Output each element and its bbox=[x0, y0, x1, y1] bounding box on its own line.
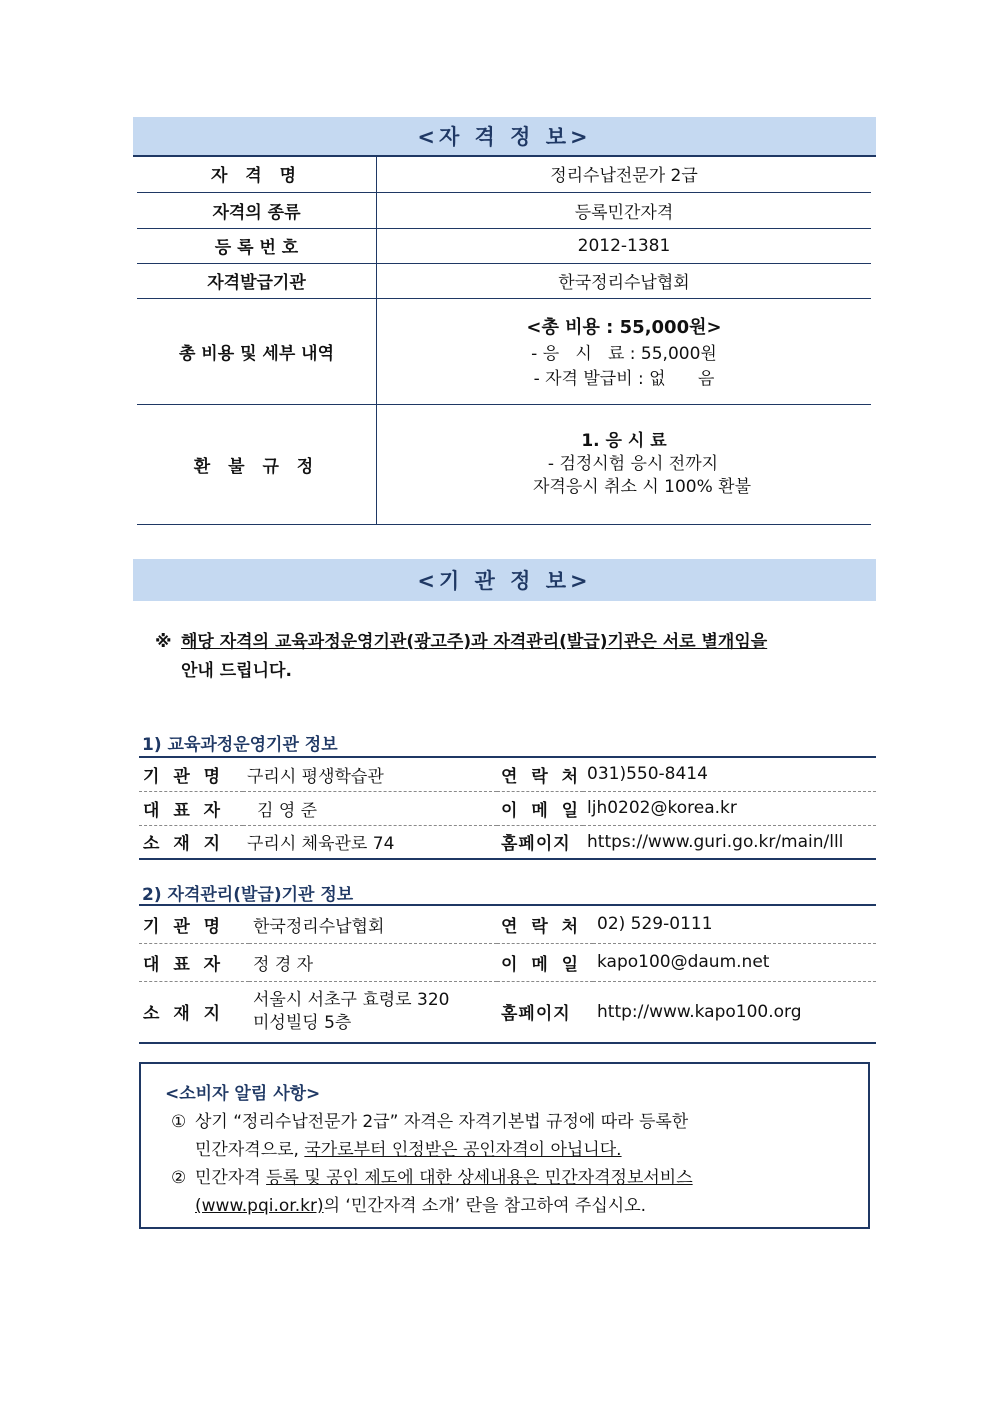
consumer-notice-item-1 bbox=[171, 1108, 851, 1164]
table-row bbox=[137, 156, 871, 192]
mgmt-institution-title: 2) 자격관리(발급)기관 정보 bbox=[142, 885, 354, 905]
edu-addr-value: 구리시 체육관로 74 bbox=[243, 825, 497, 859]
qualification-table bbox=[137, 156, 871, 525]
edu-name-value: 구리시 평생학습관 bbox=[243, 757, 497, 791]
table-row bbox=[137, 192, 871, 228]
refund-title: 1. 응 시 료 bbox=[581, 430, 667, 451]
mgmt-rep-value: 정 경 자 bbox=[249, 943, 497, 981]
cost-exam-fee: - 응 시 료 : 55,000원 bbox=[531, 344, 717, 364]
edu-institution-table bbox=[139, 756, 876, 860]
table-row bbox=[139, 757, 876, 791]
row-label-cost: 총 비용 및 세부 내역 bbox=[137, 298, 377, 404]
mgmt-email-value: kapo100@daum.net bbox=[593, 943, 876, 981]
edu-addr-label: 소 재 지 bbox=[139, 825, 243, 859]
row-label-issuer: 자격발급기관 bbox=[137, 263, 377, 298]
edu-home-label: 홈페이지 bbox=[497, 825, 583, 859]
cost-total: <총 비용 : 55,000원> bbox=[526, 317, 722, 338]
edu-email-label: 이 메 일 bbox=[497, 791, 583, 825]
item1-line1: 상기 “정리수납전문가 2급” 자격은 자격기본법 규정에 따라 등록한 bbox=[195, 1112, 689, 1132]
mgmt-contact-label: 연 락 처 bbox=[497, 905, 593, 943]
mgmt-addr-value bbox=[249, 981, 497, 1043]
mgmt-name-value: 한국정리수납협회 bbox=[249, 905, 497, 943]
row-value-reg-no: 2012-1381 bbox=[377, 228, 872, 263]
row-label-name: 자 격 명 bbox=[137, 156, 377, 192]
mgmt-email-label: 이 메 일 bbox=[497, 943, 593, 981]
edu-name-label: 기 관 명 bbox=[139, 757, 243, 791]
mgmt-addr-line-2: 미성빌딩 5층 bbox=[253, 1012, 352, 1033]
row-value-issuer: 한국정리수납협회 bbox=[377, 263, 872, 298]
consumer-notice-box bbox=[139, 1062, 870, 1229]
mgmt-name-label: 기 관 명 bbox=[139, 905, 249, 943]
qualification-info-header: <자 격 정 보> bbox=[133, 117, 876, 157]
row-label-refund: 환 불 규 정 bbox=[137, 404, 377, 524]
refund-line-1: - 검정시험 응시 전까지 bbox=[547, 453, 719, 474]
item2-line1-plain: 민간자격 bbox=[195, 1168, 267, 1188]
item1-line2-plain: 민간자격으로, bbox=[195, 1140, 305, 1160]
circled-number-2: ② bbox=[171, 1168, 187, 1188]
mgmt-addr-line-1: 서울시 서초구 효령로 320 bbox=[253, 989, 450, 1010]
refund-line-2: 자격응시 취소 시 100% 환불 bbox=[532, 476, 751, 497]
item1-line2-underlined: 국가로부터 인정받은 공인자격이 아닙니다. bbox=[304, 1140, 622, 1160]
edu-rep-value: 김 영 준 bbox=[243, 791, 497, 825]
table-row bbox=[137, 263, 871, 298]
reference-mark: ※ bbox=[155, 632, 172, 652]
row-value-name: 정리수납전문가 2급 bbox=[377, 156, 872, 192]
table-row bbox=[139, 981, 876, 1043]
circled-number-1: ① bbox=[171, 1112, 187, 1132]
mgmt-home-label: 홈페이지 bbox=[497, 981, 593, 1043]
edu-email-value: ljh0202@korea.kr bbox=[583, 791, 876, 825]
mgmt-addr-label: 소 재 지 bbox=[139, 981, 249, 1043]
edu-institution-title: 1) 교육과정운영기관 정보 bbox=[142, 735, 338, 755]
cost-issue-fee: - 자격 발급비 : 없 음 bbox=[533, 369, 715, 389]
table-row bbox=[137, 298, 871, 404]
institution-info-header: <기 관 정 보> bbox=[133, 559, 876, 601]
mgmt-home-link[interactable]: http://www.kapo100.org bbox=[593, 981, 876, 1043]
table-row bbox=[137, 228, 871, 263]
edu-rep-label: 대 표 자 bbox=[139, 791, 243, 825]
edu-home-link[interactable]: https://www.guri.go.kr/main/lll bbox=[583, 825, 876, 859]
row-value-cost bbox=[377, 298, 872, 404]
consumer-notice-item-2 bbox=[171, 1164, 851, 1220]
row-value-refund bbox=[377, 404, 872, 524]
edu-contact-label: 연 락 처 bbox=[497, 757, 583, 791]
row-label-reg-no: 등 록 번 호 bbox=[137, 228, 377, 263]
table-row bbox=[139, 791, 876, 825]
table-row bbox=[139, 905, 876, 943]
row-value-type: 등록민간자격 bbox=[377, 192, 872, 228]
item2-line1-underlined: 등록 및 공인 제도에 대한 상세내용은 민간자격정보서비스 bbox=[266, 1168, 693, 1188]
notice-tail: 안내 드립니다. bbox=[181, 661, 292, 681]
mgmt-institution-table bbox=[139, 904, 876, 1044]
table-row bbox=[139, 943, 876, 981]
mgmt-contact-value: 02) 529-0111 bbox=[593, 905, 876, 943]
notice-text: 해당 자격의 교육과정운영기관(광고주)과 자격관리(발급)기관은 서로 별개임을 bbox=[181, 632, 768, 652]
separation-notice bbox=[155, 628, 865, 686]
table-row bbox=[137, 404, 871, 524]
table-row bbox=[139, 825, 876, 859]
consumer-notice-title: <소비자 알림 사항> bbox=[165, 1084, 321, 1104]
row-label-type: 자격의 종류 bbox=[137, 192, 377, 228]
edu-contact-value: 031)550-8414 bbox=[583, 757, 876, 791]
pqi-link[interactable]: (www.pqi.or.kr) bbox=[195, 1196, 324, 1216]
mgmt-rep-label: 대 표 자 bbox=[139, 943, 249, 981]
item2-line2-plain: 의 ‘민간자격 소개’ 란을 참고하여 주십시오. bbox=[323, 1196, 647, 1216]
